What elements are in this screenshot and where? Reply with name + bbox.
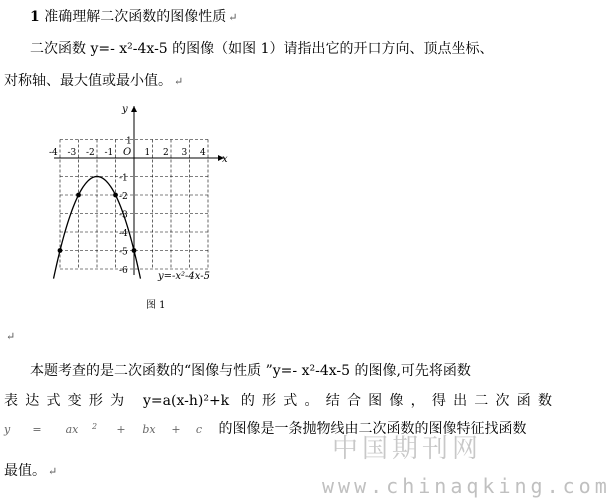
x-axis-label: x bbox=[222, 154, 228, 165]
y-tick-label: 1 bbox=[126, 136, 132, 147]
return-mark: ↵ bbox=[174, 75, 184, 88]
formula-token: + bbox=[171, 423, 181, 436]
parabola-point bbox=[113, 193, 118, 198]
heading-number: 1 bbox=[30, 9, 40, 25]
formula-token: = bbox=[32, 423, 42, 436]
x-tick-label: -4 bbox=[49, 148, 58, 158]
watermark-cn: 中国期刊网 bbox=[332, 434, 483, 464]
parabola-point bbox=[58, 248, 63, 253]
return-mark: ↵ bbox=[48, 465, 58, 478]
y-axis-arrow bbox=[131, 106, 137, 112]
y-axis-label: y bbox=[122, 104, 128, 115]
paragraph2-line4-text: 最值。 bbox=[4, 463, 46, 479]
axes bbox=[54, 106, 224, 275]
y-tick-label: -4 bbox=[119, 229, 128, 239]
y-tick-label: -1 bbox=[119, 173, 128, 184]
y-tick-label: -3 bbox=[119, 210, 128, 221]
paragraph2-line3-text: 的图像是一条抛物线由二次函数的图像特征找函数 bbox=[218, 421, 527, 437]
paragraph1-line2 bbox=[4, 70, 183, 90]
return-mark: ↵ bbox=[228, 11, 238, 24]
paragraph2-line2-text: 表达式变形为 y=a(x-h)²+k 的形式。结合图像，得出二次函数 bbox=[4, 393, 552, 409]
x-tick-label: 4 bbox=[200, 148, 206, 158]
y-tick-label: -5 bbox=[119, 247, 128, 258]
formula-token: bx bbox=[142, 423, 156, 436]
return-mark: ↵ bbox=[6, 330, 16, 343]
x-tick-label: 1 bbox=[144, 148, 151, 158]
blank-line bbox=[4, 328, 15, 344]
heading bbox=[30, 6, 237, 26]
y-tick-label: -2 bbox=[119, 192, 128, 202]
x-tick-label: -3 bbox=[67, 148, 77, 158]
watermark-url: www.chinaqking.com bbox=[322, 474, 611, 498]
equation-label: y=-x²-4x-5 bbox=[158, 271, 211, 282]
formula-token: + bbox=[116, 423, 126, 436]
parabola-point bbox=[132, 248, 137, 253]
figure-1-graph bbox=[49, 102, 242, 318]
formula-token: y bbox=[4, 423, 11, 436]
paragraph2-line1: 本题考查的是二次函数的“图像与性质 ”y=- x²-4x-5 的图像,可先将函数 bbox=[30, 363, 471, 379]
paragraph2-line4 bbox=[4, 460, 57, 480]
parabola-point bbox=[76, 193, 81, 198]
x-tick-label: 3 bbox=[181, 148, 188, 158]
origin-label: O bbox=[123, 147, 132, 158]
formula-token: c bbox=[195, 423, 203, 436]
heading-text: 准确理解二次函数的图像性质 bbox=[44, 9, 227, 25]
x-tick-label: -1 bbox=[104, 148, 114, 158]
paragraph1-line1: 二次函数 y=- x²-4x-5 的图像（如图 1）请指出它的开口方向、顶点坐标、 bbox=[30, 41, 494, 57]
x-tick-label: -2 bbox=[86, 148, 95, 158]
paragraph1-line2-text: 对称轴、最大值或最小值。 bbox=[4, 73, 172, 89]
x-tick-label: 2 bbox=[163, 148, 169, 158]
formula-token: ax bbox=[65, 423, 79, 436]
paragraph2-line2 bbox=[4, 390, 552, 410]
formula-token: 2 bbox=[92, 422, 98, 431]
y-tick-label: -6 bbox=[119, 266, 128, 276]
figure-caption: 图 1 bbox=[146, 300, 166, 311]
